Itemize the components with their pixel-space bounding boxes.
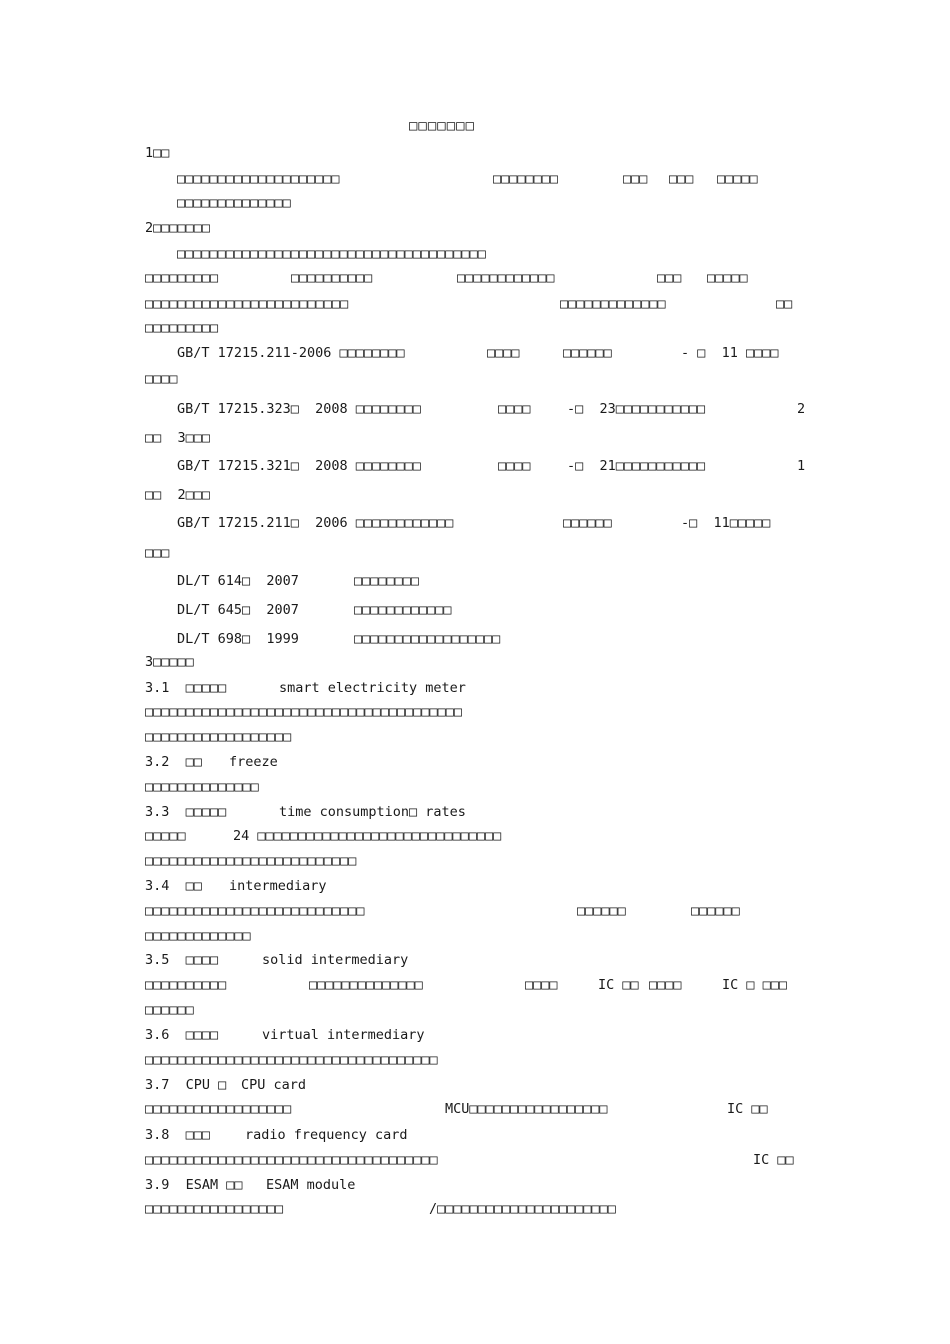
reference-line: 2 [797,401,806,417]
reference-line: □□□□ [498,401,531,417]
text-line: □□□□□□□□□ [145,270,219,286]
text-line: □□□□□□□□□□□□ [457,270,555,286]
text-line: □□□□□□ [145,1002,194,1018]
term-english: intermediary [229,878,327,894]
text-line: □□□□□□□□□□ [291,270,373,286]
text-line: □□□□□□□□□□□□□□ [309,977,423,993]
term-english: ESAM module [266,1177,356,1193]
term-heading: 3.4 □□ [145,878,202,894]
reference-line: □□□□□□ [563,515,612,531]
text-line: □□□□□ [145,828,186,844]
section-heading: 1□□ [145,145,170,161]
text-line: □□□□□□□□□ [145,320,219,336]
reference-line: □□□□ [145,371,178,387]
text-line: 24 □□□□□□□□□□□□□□□□□□□□□□□□□□□□□□ [233,828,502,844]
section-heading: 2□□□□□□□ [145,220,211,236]
reference-line: □□ 2□□□ [145,487,211,503]
text-line: □□□□□□□□□□□□□□□□□□□□□□□□□□□ [145,903,365,919]
text-line: □□□□□□□□□□□□□□□□□□□□□□□□□□□□□□□□□□□□□□ [177,246,486,262]
term-english: smart electricity meter [279,680,466,696]
text-line: □□□□□□□□□□□□□□□□□□ [145,1101,292,1117]
text-line: □□□□□□□□□□□□□□ [145,779,259,795]
reference-line: □□□□□□ [563,345,612,361]
term-english: CPU card [241,1077,307,1093]
text-line: □□□□□□□□□□□□□□□□□ [145,1201,284,1217]
text-line: □□ [776,296,793,312]
text-line: □□□□□ [717,171,758,187]
text-line: □□□□□□ [577,903,626,919]
text-line: /□□□□□□□□□□□□□□□□□□□□□□ [429,1201,616,1217]
reference-line: □□ 3□□□ [145,430,211,446]
text-line: □□□□□□□□□□□□□ [560,296,666,312]
text-line: □□□□□□□□□□□□□□□□□□□□□□□□□□□□□□□□□□□□□□□ [145,704,462,720]
term-heading: 3.7 CPU □ [145,1077,227,1093]
text-line: □□□ [669,171,694,187]
reference-line: □□□□ [498,458,531,474]
reference-line: □□□ [145,545,170,561]
reference-line: GB/T 17215.211□ 2006 □□□□□□□□□□□□ [177,515,454,531]
reference-line: □□□□□□□□□□□□□□□□□□ [354,631,501,647]
text-line: □□□□ [525,977,558,993]
term-heading: 3.9 ESAM □□ [145,1177,243,1193]
text-line: IC □□ [727,1101,768,1117]
term-heading: 3.6 □□□□ [145,1027,219,1043]
term-english: time consumption□ rates [279,804,466,820]
text-line: □□□□□□□□□□□□□□□□□□□□□□□□□□□□□□□□□□□□ [145,1052,438,1068]
text-line: □□□□□□□□□□□□□□ [177,195,291,211]
reference-line: -□ 23□□□□□□□□□□□ [567,401,706,417]
text-line: □□□□□□□□□□□□□□□□□□□□□□□□□□□□□□□□□□□□ [145,1152,438,1168]
text-line: □□□□□□□□□□□□□□□□□□□□ [177,171,340,187]
document-title: □□□□□□□ [409,118,476,134]
term-english: virtual intermediary [262,1027,425,1043]
text-line: MCU□□□□□□□□□□□□□□□□□ [445,1101,608,1117]
text-line: □□□□□□□□□□□□□□□□□□ [145,729,292,745]
text-line: □□□□□□□□□□□□□□□□□□□□□□□□□□ [145,853,357,869]
reference-line: GB/T 17215.323□ 2008 □□□□□□□□ [177,401,421,417]
text-line: IC □□ [753,1152,794,1168]
text-line: □□□□ [649,977,682,993]
reference-line: DL/T 614□ 2007 [177,573,299,589]
reference-line: GB/T 17215.211-2006 □□□□□□□□ [177,345,405,361]
text-line: □□□ [657,270,682,286]
reference-line: GB/T 17215.321□ 2008 □□□□□□□□ [177,458,421,474]
reference-line: -□ 11□□□□□ [681,515,771,531]
reference-line: 1 [797,458,806,474]
text-line: □□□□□□□□ [493,171,559,187]
term-english: freeze [229,754,278,770]
term-heading: 3.5 □□□□ [145,952,219,968]
reference-line: - □ 11 □□□□ [681,345,779,361]
reference-line: □□□□□□□□ [354,573,420,589]
term-english: solid intermediary [262,952,409,968]
reference-line: □□□□□□□□□□□□ [354,602,452,618]
text-line: □□□ [623,171,648,187]
reference-line: DL/T 645□ 2007 [177,602,299,618]
text-line: □□□□□□□□□□ [145,977,227,993]
term-english: radio frequency card [245,1127,408,1143]
text-line: □□□□□ [707,270,748,286]
reference-line: -□ 21□□□□□□□□□□□ [567,458,706,474]
text-line: IC □□ [598,977,639,993]
reference-line: DL/T 698□ 1999 [177,631,299,647]
text-line: □□□□□□ [691,903,740,919]
text-line: □□□□□□□□□□□□□□□□□□□□□□□□□ [145,296,349,312]
reference-line: □□□□ [487,345,520,361]
section-heading: 3□□□□□ [145,654,194,670]
text-line: IC □ □□□ [722,977,788,993]
term-heading: 3.3 □□□□□ [145,804,227,820]
term-heading: 3.1 □□□□□ [145,680,227,696]
term-heading: 3.2 □□ [145,754,202,770]
term-heading: 3.8 □□□ [145,1127,211,1143]
text-line: □□□□□□□□□□□□□ [145,928,251,944]
